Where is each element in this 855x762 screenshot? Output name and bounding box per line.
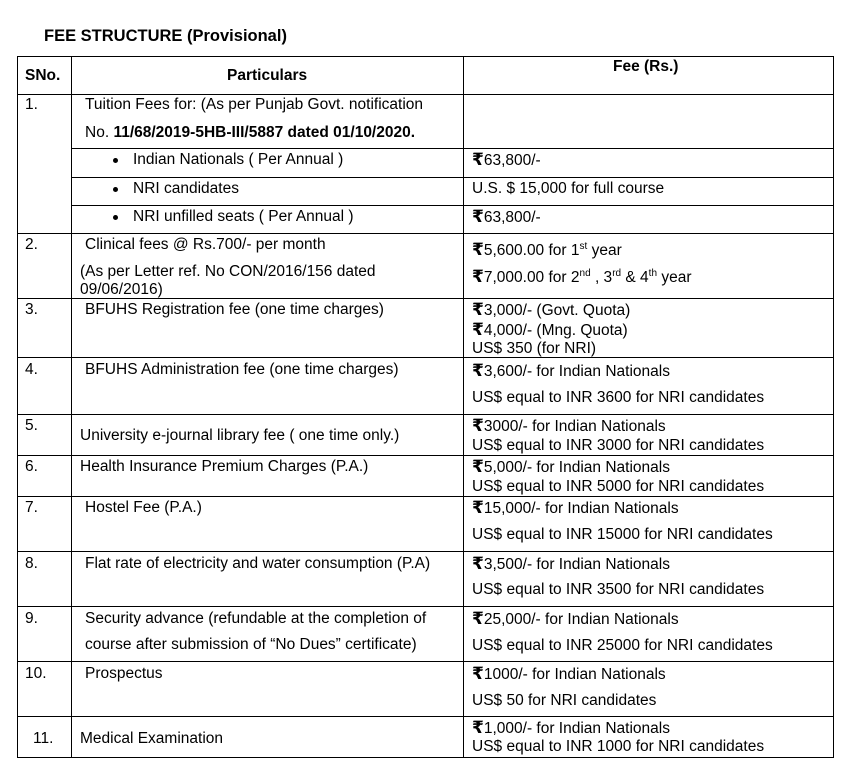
fee-value: US$ 350 (for NRI) [472, 340, 597, 357]
rupee-icon: ₹ [472, 664, 484, 684]
rupee-icon: ₹ [472, 150, 484, 170]
fee-value: U.S. $ 15,000 for full course [472, 180, 665, 197]
row-particular: BFUHS Registration fee (one time charges) [85, 301, 384, 318]
fee-value: ₹1,000/- for Indian Nationals [472, 718, 670, 738]
bullet-icon [113, 187, 118, 192]
row-sno: 11. [33, 730, 54, 747]
rupee-icon: ₹ [472, 320, 484, 340]
row-particular: BFUHS Administration fee (one time charges) [85, 361, 399, 378]
row-divider [17, 455, 834, 456]
row-sno: 1. [25, 96, 38, 113]
bullet-icon [113, 215, 118, 220]
row-sno: 8. [25, 555, 38, 572]
row-divider [17, 94, 834, 95]
fee-value: ₹3,000/- (Govt. Quota) [472, 300, 631, 320]
row-particular: course after submission of “No Dues” certificate) [85, 636, 417, 653]
fee-value: ₹63,800/- [472, 207, 541, 227]
row-particular: Prospectus [85, 665, 163, 682]
row-divider [71, 148, 834, 149]
row-sno: 2. [25, 236, 38, 253]
row-divider [17, 551, 834, 552]
row-divider [17, 716, 834, 717]
fee-value: ₹1000/- for Indian Nationals [472, 664, 666, 684]
fee-value: ₹63,800/- [472, 150, 541, 170]
header-particulars: Particulars [227, 67, 308, 84]
row-particular-ref: No. 11/68/2019-5HB-III/5887 dated 01/10/2020. [85, 124, 416, 141]
row-particular-note: 09/06/2016) [80, 281, 163, 298]
fee-value: ₹3,500/- for Indian Nationals [472, 554, 670, 574]
col-divider-sno [71, 57, 72, 757]
rupee-icon: ₹ [472, 361, 484, 381]
row-divider [17, 233, 834, 234]
fee-value: US$ equal to INR 5000 for NRI candidates [472, 478, 765, 495]
fee-value: ₹4,000/- (Mng. Quota) [472, 320, 628, 340]
row-sno: 7. [25, 499, 38, 516]
fee-value: ₹5,000/- for Indian Nationals [472, 457, 670, 477]
fee-value: ₹25,000/- for Indian Nationals [472, 609, 679, 629]
row-particular: Security advance (refundable at the completion of [85, 610, 427, 627]
row-divider [17, 496, 834, 497]
row-particular: Medical Examination [80, 730, 224, 747]
fee-value: US$ equal to INR 3000 for NRI candidates [472, 437, 765, 454]
rupee-icon: ₹ [472, 457, 484, 477]
row-sno: 10. [25, 665, 47, 682]
fee-value: US$ equal to INR 3500 for NRI candidates [472, 581, 765, 598]
row-divider [17, 357, 834, 358]
fee-value: ₹7,000.00 for 2nd , 3rd & 4th year [472, 267, 692, 287]
bullet-icon [113, 158, 118, 163]
fee-value: ₹3,600/- for Indian Nationals [472, 361, 670, 381]
row-divider [71, 205, 834, 206]
row-sno: 9. [25, 610, 38, 627]
row-divider [17, 606, 834, 607]
row-sno: 5. [25, 417, 38, 434]
row-particular: Flat rate of electricity and water consumption (P.A) [85, 555, 431, 572]
fee-value: US$ equal to INR 3600 for NRI candidates [472, 389, 765, 406]
row-particular: University e-journal library fee ( one time only.) [80, 427, 400, 444]
row-particular: Health Insurance Premium Charges (P.A.) [80, 458, 369, 475]
row-sno: 6. [25, 458, 38, 475]
row-particular: Hostel Fee (P.A.) [85, 499, 202, 516]
fee-value: ₹3000/- for Indian Nationals [472, 416, 666, 436]
row-particular-note: (As per Letter ref. No CON/2016/156 dated [80, 263, 376, 280]
fee-value: US$ equal to INR 1000 for NRI candidates [472, 738, 765, 755]
rupee-icon: ₹ [472, 718, 484, 738]
row-sno: 4. [25, 361, 38, 378]
rupee-icon: ₹ [472, 300, 484, 320]
row-divider [17, 661, 834, 662]
sub-item-label: Indian Nationals ( Per Annual ) [133, 151, 344, 168]
rupee-icon: ₹ [472, 609, 484, 629]
row-particular: Tuition Fees for: (As per Punjab Govt. notification [85, 96, 424, 113]
fee-value: ₹5,600.00 for 1st year [472, 240, 622, 260]
fee-value: ₹15,000/- for Indian Nationals [472, 498, 679, 518]
rupee-icon: ₹ [472, 554, 484, 574]
fee-value: US$ equal to INR 25000 for NRI candidates [472, 637, 773, 654]
rupee-icon: ₹ [472, 207, 484, 227]
header-fee: Fee (Rs.) [613, 58, 679, 75]
rupee-icon: ₹ [472, 498, 484, 518]
page-title: FEE STRUCTURE (Provisional) [44, 27, 287, 45]
fee-value: US$ 50 for NRI candidates [472, 692, 657, 709]
sub-item-label: NRI unfilled seats ( Per Annual ) [133, 208, 354, 225]
row-particular: Clinical fees @ Rs.700/- per month [85, 236, 326, 253]
notification-number: 11/68/2019-5HB-III/5887 dated 01/10/2020. [113, 124, 416, 141]
row-divider [17, 414, 834, 415]
col-divider-fee [463, 57, 464, 757]
fee-value: US$ equal to INR 15000 for NRI candidates [472, 526, 773, 543]
rupee-icon: ₹ [472, 240, 484, 260]
rupee-icon: ₹ [472, 416, 484, 436]
sub-item-label: NRI candidates [133, 180, 239, 197]
row-divider [71, 177, 834, 178]
header-sno: SNo. [25, 67, 61, 84]
row-sno: 3. [25, 301, 38, 318]
rupee-icon: ₹ [472, 267, 484, 287]
